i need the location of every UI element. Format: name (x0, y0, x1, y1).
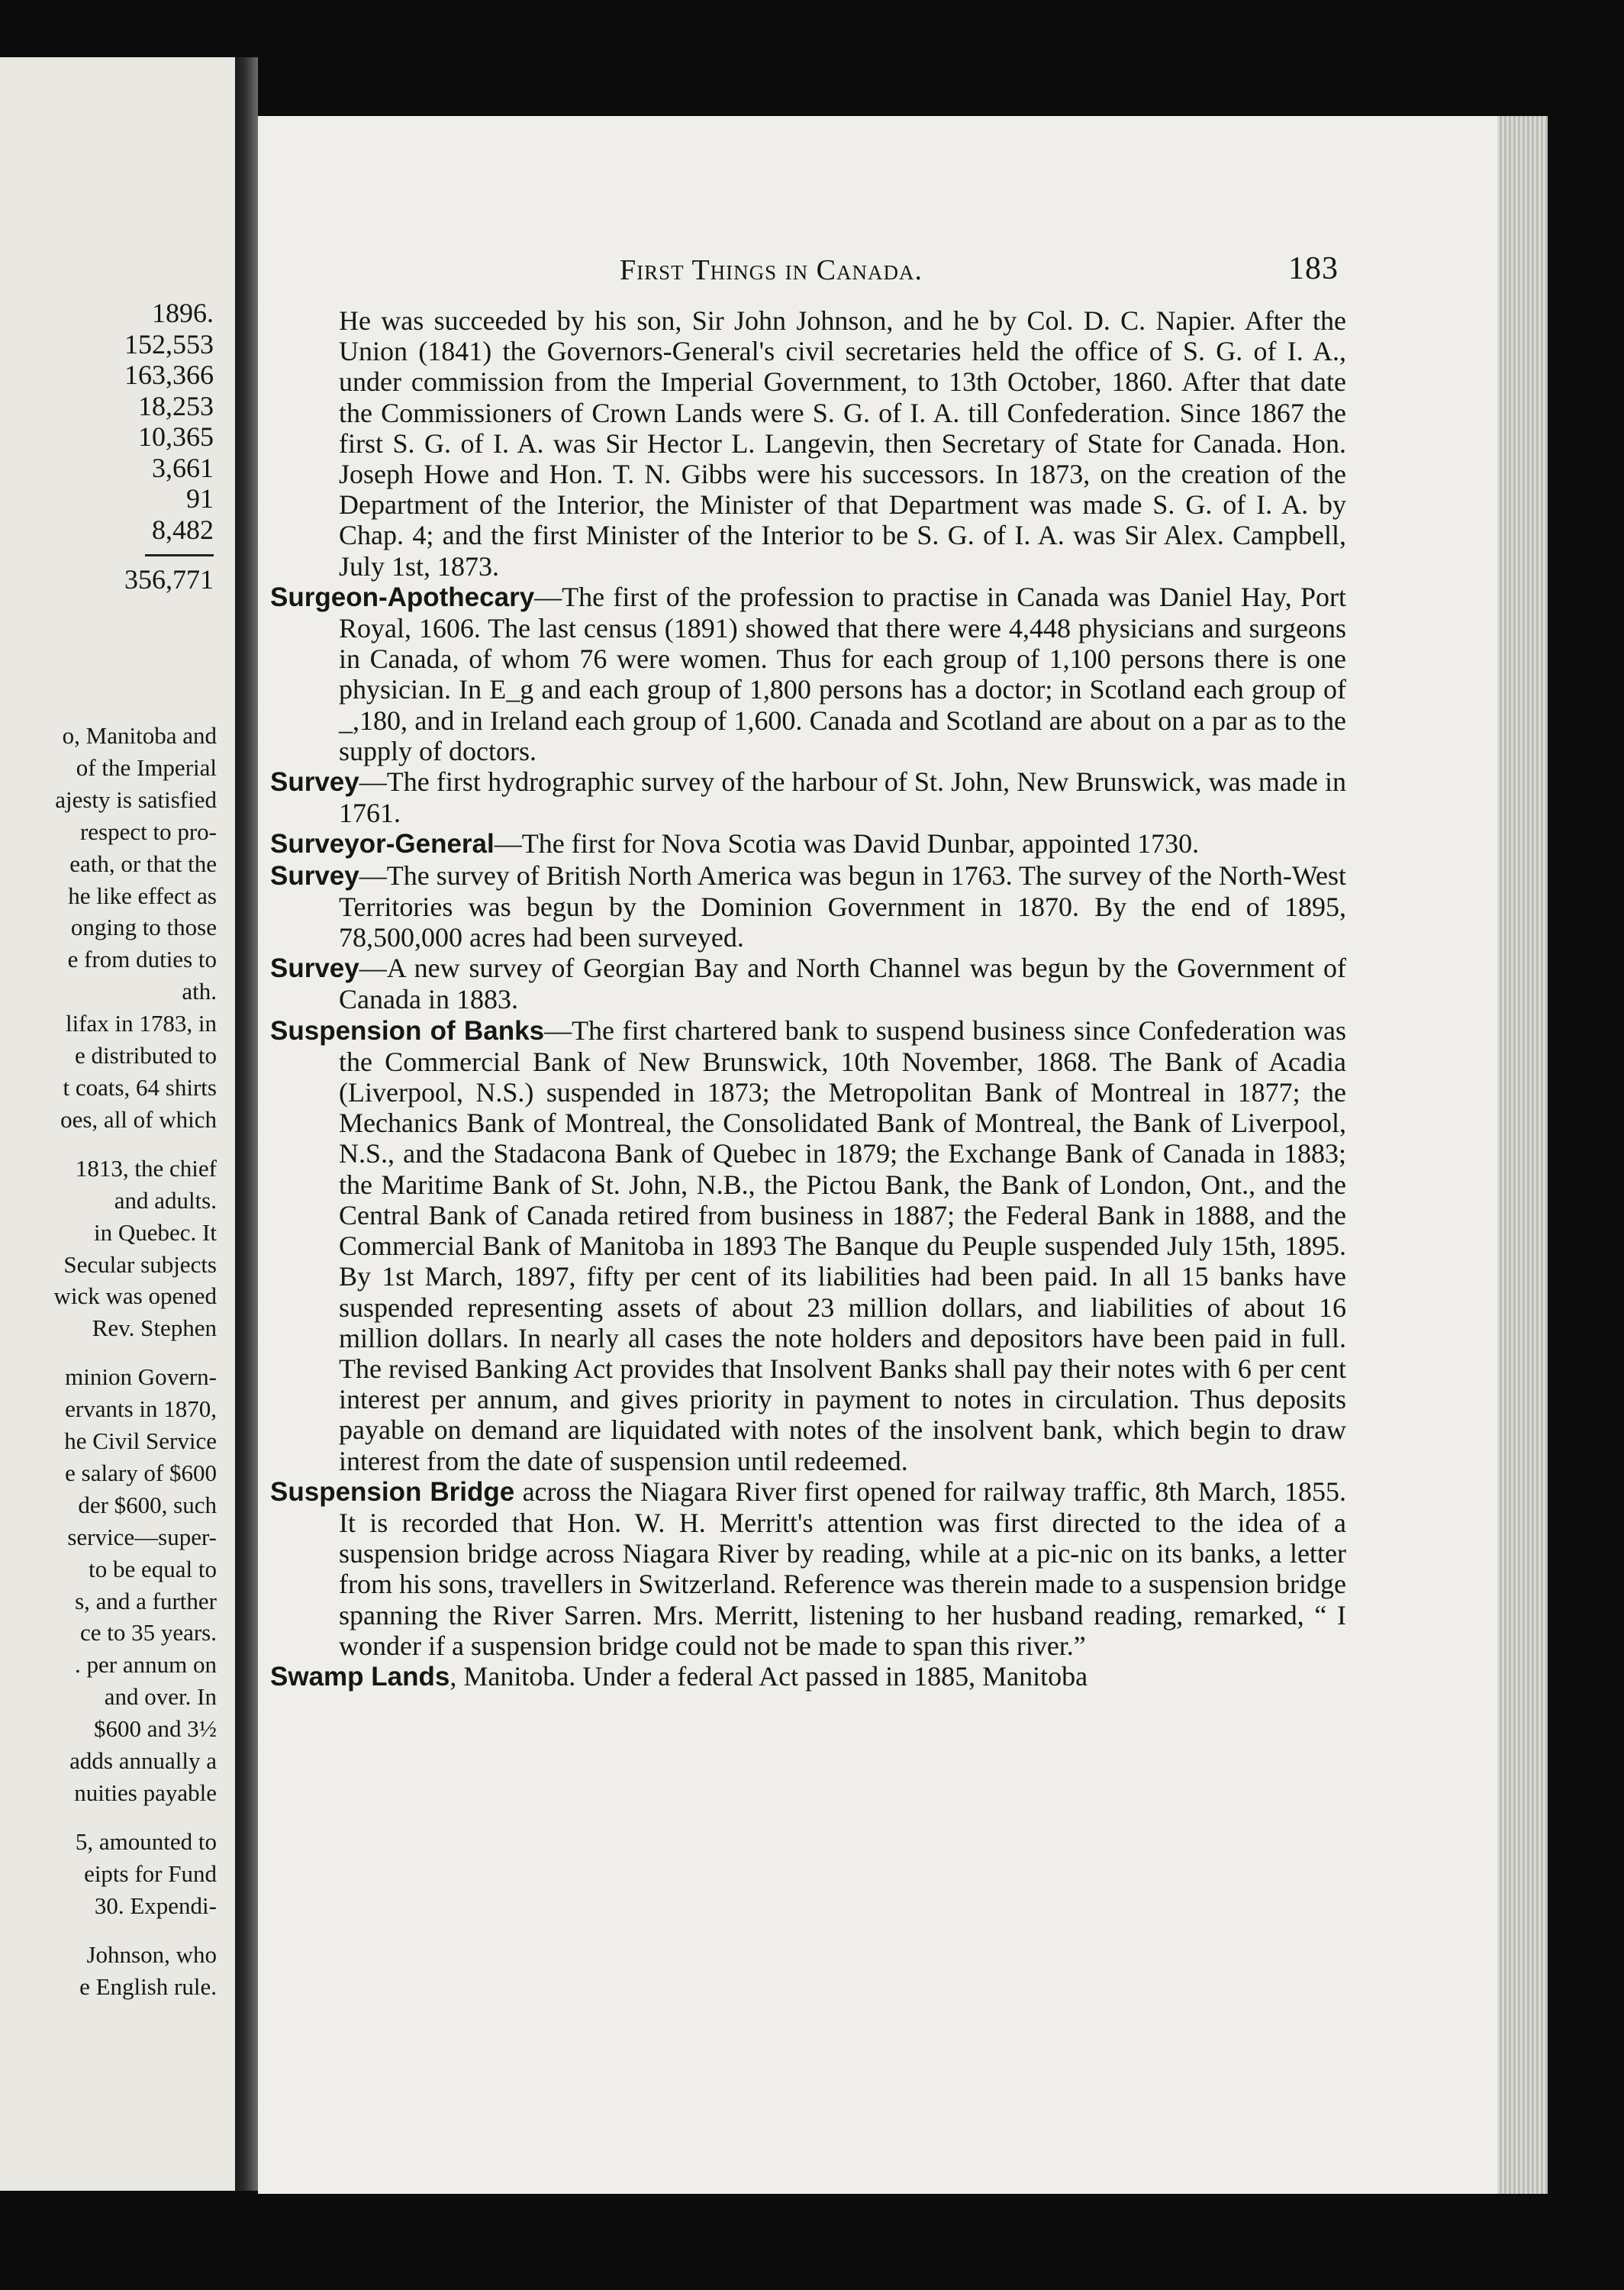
population-table (31, 298, 214, 595)
text-line: eath, or that the (69, 850, 217, 877)
text-line: e from duties to (67, 946, 217, 973)
text-line: t coats, 64 shirts (63, 1073, 217, 1101)
previous-page-text (0, 720, 217, 2002)
text-line: ce to 35 years. (79, 1619, 217, 1647)
entry-survey-british-north-america (270, 860, 1346, 953)
text-line: oes, all of which (60, 1105, 217, 1133)
book-gutter (235, 57, 258, 2191)
entry-heading: Survey (270, 767, 359, 798)
entry-text: across the Niagara River first opened for railway traffic, 8th March, 1855. It is recorded that Hon. W. H. Merritt's attention was first directed to the idea of a suspension bridge across Niagara River by reading, while at a pic-nic on its banks, a letter from his sons, travellers in Switzerland. Reference was therein made to a suspension bridge spanning the River Sarren. Mrs. Merritt, listening to her husband reading, remarked, “ I wonder if a suspension bridge could not be made to span this river.” (339, 1476, 1346, 1661)
previous-page-fragment (0, 57, 235, 2191)
table-value: 91 (186, 483, 214, 514)
entry-suspension-of-banks (270, 1015, 1346, 1476)
entry-text: —The first chartered bank to suspend business since Confederation was the Commercial Bank of New Brunswick, 10th November, 1868. The Bank of Acadia (Liverpool, N.S.) suspended in 1873; the Metropolitan Bank of Montreal in 1877; the Mechanics Bank of Montreal, the Consolidated Bank of Montreal, the Bank of Liverpool, N.S., and the Stadacona Bank of Quebec in 1879; the Exchange Bank of Canada in 1883; the Maritime Bank of St. John, N.B., the Pictou Bank, the Bank of London, Ont., and the Central Bank of Canada retired from business in 1887; the Federal Bank in 1888, and the Commercial Bank of Manitoba in 1893 The Banque du Peuple suspended July 15th, 1895. By 1st March, 1897, fifty per cent of its liabilities had been paid. In all 15 banks have suspended representing assets of about 23 million dollars, and liabilities of about 16 million dollars. In nearly all cases the note holders and depositors have been paid in full. The revised Banking Act provides that Insolvent Banks shall pay their notes with 6 per cent interest per annum, and gives priority in payment to notes in circulation. Thus deposits payable on demand are liquidated with notes of the insolvent bank, which begin to draw interest from the date of suspension until redeemed. (339, 1014, 1346, 1476)
table-total: 356,771 (124, 564, 214, 595)
line-gap (0, 1344, 217, 1361)
text-line: $600 and 3½ (93, 1715, 217, 1743)
entry-text: —The first for Nova Scotia was David Dunbar, appointed 1730. (494, 828, 1200, 860)
table-value: 18,253 (138, 390, 214, 421)
page-body (270, 305, 1346, 1692)
text-line: e distributed to (75, 1042, 217, 1069)
entry-heading: Suspension of Banks (270, 1015, 545, 1046)
table-value: 3,661 (152, 452, 214, 483)
entry-heading: Swamp Lands (270, 1661, 450, 1692)
entry-heading: Surveyor-General (270, 829, 495, 860)
entry-suspension-bridge (270, 1476, 1346, 1661)
text-line: ervants in 1870, (65, 1395, 217, 1423)
page-number: 183 (1288, 251, 1339, 286)
text-line: Rev. Stephen (92, 1314, 217, 1342)
total-rule (145, 554, 214, 556)
line-gap (0, 1809, 217, 1826)
entry-swamp-lands (270, 1661, 1346, 1692)
page-edge (1497, 116, 1548, 2194)
table-value: 8,482 (152, 514, 214, 545)
text-line: ath. (182, 978, 217, 1005)
table-value: 152,553 (124, 328, 214, 360)
entry-text: —The first of the profession to practise in Canada was Daniel Hay, Port Royal, 1606. The last census (1891) showed that there were 4,448 physicians and surgeons in Canada, of whom 76 were women. Thus for each group of 1,100 persons there is one physician. In E_g and each group of 1,800 persons has a doctor; in Scotland each group of _,180, and in Ireland each group of 1,600. Canada and Scotland are about on a par as to the supply of doctors. (339, 581, 1346, 766)
text-line: of the Imperial (76, 753, 217, 781)
text-line: eipts for Fund (84, 1859, 217, 1887)
text-line: lifax in 1783, in (65, 1010, 217, 1037)
text-line: service—super- (67, 1523, 217, 1550)
text-line: minion Govern- (65, 1363, 217, 1391)
line-gap (0, 1136, 217, 1153)
entry-surgeon-apothecary (270, 582, 1346, 766)
line-gap (0, 1922, 217, 1939)
text-line: ajesty is satisfied (55, 785, 217, 813)
text-line: onging to those (70, 914, 217, 941)
table-value: 163,366 (124, 360, 214, 390)
entry-heading: Survey (270, 953, 359, 984)
entry-survey-hydrographic (270, 766, 1346, 828)
entry-text: He was succeeded by his son, Sir John Johnson, and he by Col. D. C. Napier. After the Union (1841) the Governors-General's civil secretaries held the office of S. G. of I. A., under commission from the Imperial Government, to 13th October, 1860. After that date the Commissioners of Crown Lands were S. G. of I. A. till Confederation. Since 1867 the first S. G. of I. A. was Sir Hector L. Langevin, then Secretary of State for Canada. Hon. Joseph Howe and Hon. T. N. Gibbs were his successors. In 1873, on the creation of the Department of the Interior, the Minister of that Department was made S. G. of I. A. by Chap. 4; and the first Minister of the Interior to be S. G. of I. A. was Sir Alex. Campbell, July 1st, 1873. (339, 305, 1346, 582)
running-header (620, 253, 1368, 287)
entry-heading: Survey (270, 860, 359, 891)
text-line: e English rule. (79, 1972, 217, 2000)
text-line: adds annually a (69, 1747, 217, 1775)
entry-survey-georgian-bay (270, 953, 1346, 1014)
entry-heading: Suspension Bridge (270, 1476, 515, 1507)
text-line: respect to pro- (79, 818, 217, 845)
text-line: in Quebec. It (94, 1218, 217, 1246)
text-line: he Civil Service (64, 1427, 217, 1455)
text-line: der $600, such (78, 1491, 217, 1518)
text-line: to be equal to (89, 1555, 217, 1582)
text-line: Secular subjects (63, 1250, 217, 1278)
text-line: wick was opened (53, 1282, 217, 1310)
text-line: e salary of $600 (65, 1459, 217, 1486)
text-line: Johnson, who (86, 1940, 217, 1968)
table-year: 1896. (152, 298, 214, 328)
text-line: 30. Expendi- (94, 1892, 217, 1919)
entry-surveyor-general (270, 828, 1346, 860)
table-value: 10,365 (138, 421, 214, 452)
running-title: First Things in Canada. (620, 254, 923, 286)
text-line: o, Manitoba and (62, 722, 217, 749)
entry-text: —A new survey of Georgian Bay and North Channel was begun by the Government of Canada in 1883. (339, 953, 1346, 1015)
text-line: . per annum on (75, 1651, 217, 1679)
text-line: 5, amounted to (75, 1827, 217, 1855)
text-line: and adults. (114, 1186, 217, 1214)
entry-continued (270, 305, 1346, 582)
text-line: he like effect as (68, 882, 217, 909)
text-line: 1813, the chief (75, 1154, 217, 1182)
entry-text: —The first hydrographic survey of the harbour of St. John, New Brunswick, was made in 1761. (339, 766, 1346, 829)
entry-heading: Surgeon-Apothecary (270, 582, 535, 612)
entry-text: , Manitoba. Under a federal Act passed in 1885, Manitoba (450, 1660, 1088, 1692)
text-line: nuities payable (74, 1779, 217, 1806)
text-line: and over. In (104, 1683, 217, 1711)
entry-text: —The survey of British North America was begun in 1763. The survey of the North-West Territories was begun by the Dominion Government in 1870. By the end of 1895, 78,500,000 acres had been surveyed. (339, 860, 1346, 953)
text-line: s, and a further (75, 1587, 217, 1614)
